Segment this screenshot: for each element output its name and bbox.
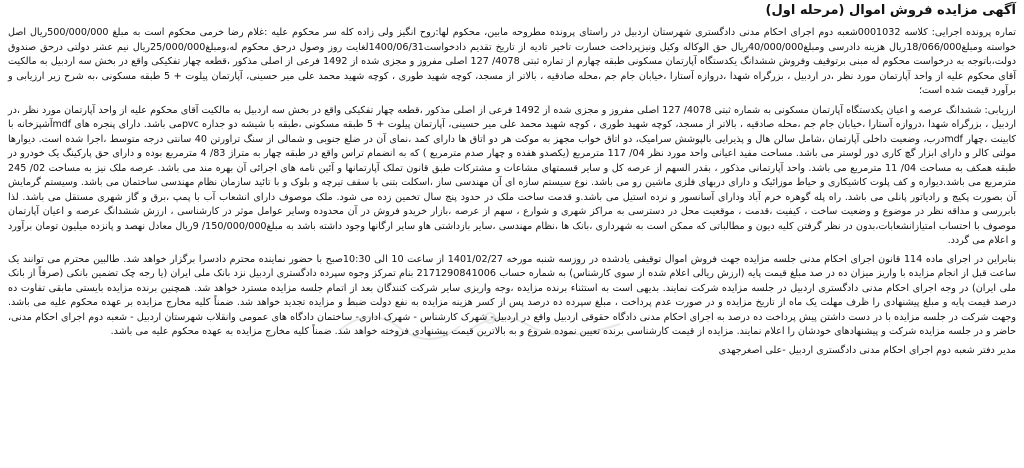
notice-paragraph-auction: بنابراین در اجرای ماده 114 قانون اجرای احکام مدنی جلسه مزایده جهت فروش اموال توقیفی یادشده در روزسه شنبه مورخه 1401/02/27 از ساعت 10 الی 10:30صبح با حضور نماینده محترم دادسرا برگزار خواهد شد. طالبین محترم می توانند یک ساعت قبل از انجام مزایده با واریز میزان ده در صد مبلغ قیمت پایه (ارزش ریالی اعلام شده از سوی کارشناس) به شماره حساب 2171290841006 بنام تمرکز وجوه سپرده دادگستری اردبیل نزد بانک ملی ایران (یا رجه چک تضمین بانکی (صرفاً از بانک ملی ایران) در وجه اجرای احکام مدنی دادگستری اردبیل در جلسه مزایده شرکت نمایند. بدیهی است به استثناء برنده مزایده ،وجه واریزی سایر شرکت کنندگان بعد از اتمام جلسه مزایده مسترد خواهد شد. همچنین برنده مزایده بایستی مابقی تفاوت ده درصد قیمت پایه و مبلغ پیشنهادی را ظرف مهلت یک ماه از تاریخ مزایده و در صورت عدم پرداخت ، مبلغ سپرده ده درصد پس از کسر هزینه مزایده به نفع دولت ضبط و مزایده تجدید خواهد شد. ضمناً کلیه مخارج مزایده بر عهده محکوم علیه می باشد. وجهت شرکت در جلسه مزایده با در دست داشتن پیش پرداخت ده درصد به اجرای احکام مدنی دادگاه حقوقی اردبیل واقع در اردبیل- شهرک کارشناس - شهرک اداری- ساختمان دادگاه های عمومی وانقلاب شهرستان اردبیل - شعبه دوم اجرای احکام مدنی، حاضر و در جلسه مزایده شرکت و پیشنهادهای خودشان را اعلام نمایند. مزایده از قیمت کارشناسی برنده تعیین نموده شروع و به بالاترین قیمت پیشنهادی فروخته خواهد شد. ضمناً کلیه مخارج مزایده به عهده محکوم علیه می باشد. [8,253,1017,337]
notice-paragraph-case: تماره پرونده اجرایی: کلاسه 0001032شعبه دوم اجرای احکام مدنی دادگستری شهرستان اردبیل در راستای پرونده مطروحه مابین، محکوم لها:روح انگیز ولی زاده کله سر محکوم علیه :غلام رضا خرمی محکوم است به مبلغ 500/000/000ریال اصل خواسته ومبلغ18/066/000ریال هزینه دادرسی ومبلغ40/000/000ریال حق الوکاله وکیل ونیزپرداخت خسارت تاخیر تادیه از تاریخ تقدیم دادخواست1400/06/31لغایت روز وصول درحق محکوم له،ومبلغ25/000/000ریال نیم عشر دولتی درحق صندوق دولت،باتوجه به درخواست محکوم له مبنی برتوقیف وفروش ششدانگ یکدستگاه آپارتمان مسکونی طبقه چهارم از تماره ثبتی 4078/ 127 اصلی مفروز و مجزی شده از 1492 فرعی از اصلی مذکور ،قطعه چهار تفکیکی واقع در بخش سه اردبیل به مالکیت آقای محکوم علیه از واحد آپارتمان مورد نظر ،در اردبیل ، بزرگراه شهدا ،دروازه آستارا ،خیابان جام جم ،محله صادقیه ، بالاتر از مسجد، کوچه شهید طوری ، کوچه شهید محمد علی میر حسینی، آپارتمان پیلوت + 5 طبقه مسکونی ،به شرح زیر ارزیابی و برآورد قیمت شده است؛ [8,27,1016,96]
notice-signature: مدیر دفتر شعبه دوم اجرای احکام مدنی دادگستری اردبیل -علی اصغرجهدی [718,344,1016,356]
notice-title: آگهی مزایده فروش اموال (مرحله اول) [765,3,1016,18]
notice-paragraph-appraisal: ارزیابی: ششدانگ عرصه و اعیان یکدستگاه آپارتمان مسکونی به شماره ثبتی 4078/ 127 اصلی مفروز و مجزی شده از 1492 فرعی از اصلی مذکور ،قطعه چهار تفکیکی واقع در بخش سه اردبیل به مالکیت آقای محکوم علیه از واحد آپارتمان مورد نظر ،در اردبیل ، بزرگراه شهدا ،دروازه آستارا ،خیابان جام جم ،محله صادقیه ، بالاتر از مسجد، کوچه شهید طوری ، کوچه شهید محمد علی میر حسینی، آپارتمان پیلوت + 5 طبقه مسکونی ،طبقه با شیشه دو جداره pvcمی باشد. دارای پنجره های mdfآشپزخانه با کابینت ،چهار mdfدرب، وضعیت داخلی آپارتمان ،شامل سالن هال و پذیرایی بالپوشش سرامیک، دو اتاق خواب مجهز به موکت هر دو اتاق ها دارای کمد ،نمای آن در ضلع جنوبی و شمالی از سنگ تراورتن 40 سانتی درجه متوسط ،اجرا شده است. دیوارها مولتی کالر و دارای ابزار گچ کاری دور لوستر می باشد. مساحت مفید اعیانی واحد مورد نظر 04/ 117 مترمربع (یکصدو هفده و چهار صدم مترمربع ) که به انضمام تراس واقع در طبقه چهار به متراژ 83/ 4 مترمربع بوده و دارای حق پارکینگ یک خودرو در طبقه همکف به مساحت 04/ 11 مترمربع می باشد. واحد آپارتمانی مذکور ، بقدر السهم از عرصه کل و سایر قسمتهای مشاعات و مشترکات طبق قانون تملک آپارتمانها و آئین نامه های اجرائی آن بهره مند می باشد. عرصه ملک نیز به مساحت 02/ 245 مترمربع می باشد.دیواره و کف پلوت کاشیکاری و حیاط موزائیک و دارای دربهای فلزی ماشین رو می باشد. نوع سیستم سازه ای آن مهندسی ساز ،اسکلت بتنی با سقف تیرچه و بلوک و با تائید سازمان نظام مهندسی ساختمان می باشد. وسیستم گرمایش آن بصورت پکیج و رادیاتور پانلی می باشد. راه پله گوهره خرم آباد ودارای آسانسور و نرده استیل می باشد.و قدمت ساخت ملک در حدود پنج سال تخمین زده می شود. ملک موصوف دارای انشعاب آب با پمپ ،برق و گاز شهری مستقل می باشد. لذا بابررسی و مداقه نظر در موضوع و وضعیت ساخت ، کیفیت ،قدمت ، موقعیت محل در دسترسی به مراکز شهری و شوارع ، سهم از عرصه ،بازار خریدو فروش در آن محدوده وسایر عوامل موثر در کارشناسی ، ارزش ششدانگ عرصه و اعیان آپارتمان موصوف با احتساب امتیازانشعابات،بدون در نظر گرفتن کلیه دیون و مطالباتی که ممکن است به شهرداری ،بانک ها ،نظام مهندسی ،سایر بازداشتی هاو سایر ارگانها وجود داشته باشد به مبلغ150/000/000/ 9ریال معادل نهصد و پانزده میلیون تومان برآورد و اعلام می گردد. [8,104,1017,246]
